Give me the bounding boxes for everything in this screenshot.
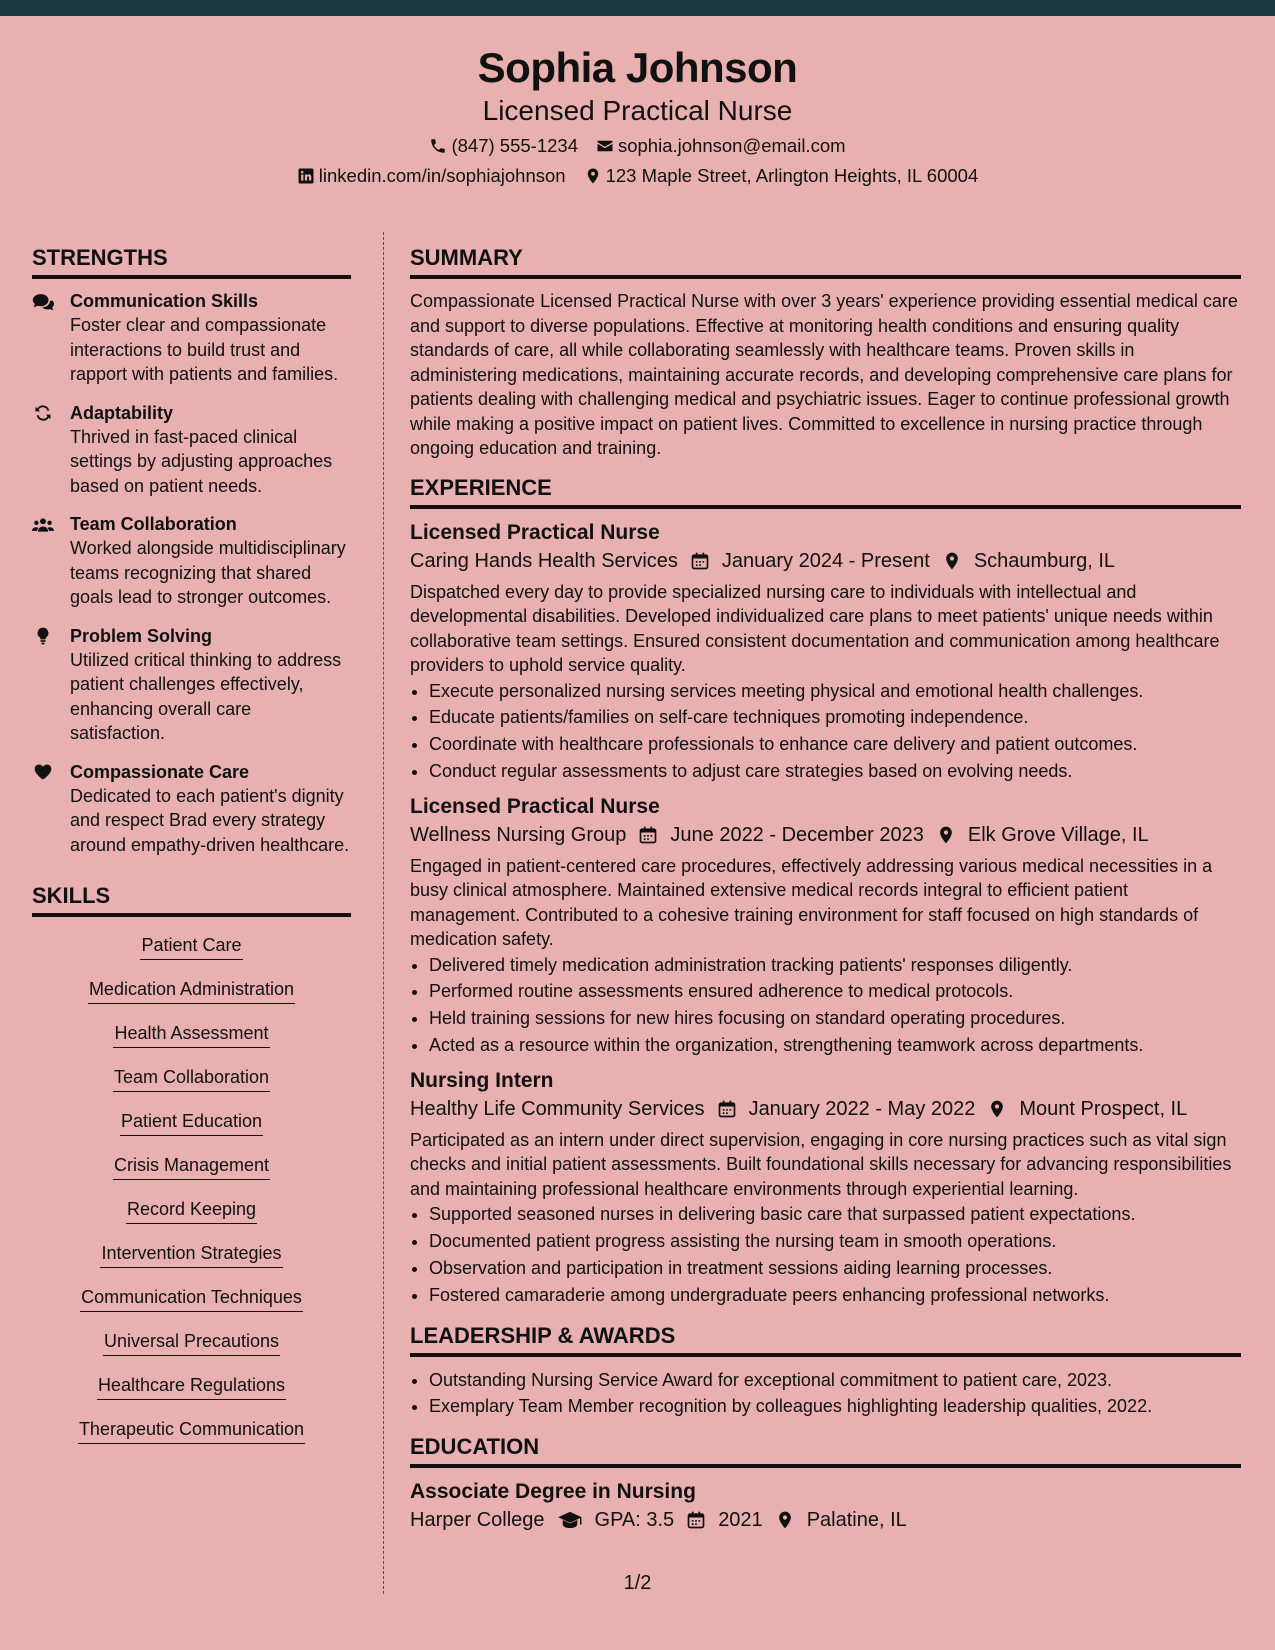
job-bullets	[410, 1201, 1241, 1308]
job-company: Wellness Nursing Group	[410, 823, 627, 846]
calendar-icon	[690, 551, 710, 571]
job-bullet: • Coordinate with healthcare professionals to enhance care delivery and patient outcomes.	[429, 731, 1241, 758]
summary-heading: SUMMARY	[410, 245, 1241, 279]
job-entry	[410, 1067, 1241, 1309]
job-meta	[410, 1094, 1241, 1124]
resume-header	[0, 16, 1275, 186]
lightbulb-icon	[32, 626, 54, 646]
job-bullet: • Acted as a resource within the organization, strengthening teamwork across departments.	[429, 1032, 1241, 1059]
job-dates: January 2022 - May 2022	[748, 1097, 976, 1120]
linkedin-text[interactable]: linkedin.com/in/sophiajohnson	[318, 165, 566, 186]
strength-description: Thrived in fast-paced clinical settings by adjusting approaches based on patient needs.	[70, 426, 333, 496]
column-divider	[383, 232, 384, 1594]
graduation-year: 2021	[718, 1509, 763, 1532]
skill-item: Health Assessment	[113, 1021, 269, 1048]
job-title: Licensed Practical Nurse	[410, 520, 660, 544]
job-bullets	[410, 678, 1241, 785]
job-location: Mount Prospect, IL	[1019, 1097, 1188, 1120]
skills-list	[32, 927, 351, 1444]
education-heading: EDUCATION	[410, 1434, 1241, 1468]
strength-description: Utilized critical thinking to address patient challenges effectively, enhancing overall care satisfaction.	[70, 649, 342, 743]
strength-name: Problem Solving	[70, 625, 213, 646]
strength-item	[32, 401, 351, 499]
experience-heading: EXPERIENCE	[410, 475, 1241, 509]
job-entry	[410, 793, 1241, 1059]
gpa-text: GPA: 3.5	[594, 1509, 675, 1532]
job-bullet: • Execute personalized nursing services meeting physical and emotional health challenges.	[429, 678, 1241, 705]
page-number: 1/2	[623, 1572, 652, 1594]
skill-item: Patient Education	[120, 1109, 263, 1136]
strength-name: Communication Skills	[70, 291, 259, 311]
map-pin-icon	[775, 1510, 795, 1530]
strength-description: Foster clear and compassionate interactions to build trust and rapport with patients and families.	[70, 315, 339, 384]
skill-item: Crisis Management	[113, 1153, 270, 1180]
job-dates: June 2022 - December 2023	[670, 823, 924, 846]
job-bullet: • Performed routine assessments ensured adherence to medical protocols.	[429, 978, 1241, 1005]
skill-item: Therapeutic Communication	[78, 1417, 305, 1444]
school-location: Palatine, IL	[806, 1509, 907, 1532]
job-location: Elk Grove Village, IL	[967, 823, 1149, 846]
skill-item: Healthcare Regulations	[97, 1373, 286, 1400]
job-bullets	[410, 952, 1241, 1059]
strength-item	[32, 624, 351, 746]
strength-name: Adaptability	[70, 402, 174, 423]
degree-title: Associate Degree in Nursing	[410, 1480, 696, 1504]
education-meta	[410, 1505, 1241, 1535]
job-description: Engaged in patient-centered care procedures, effectively addressing various medical necessities in a busy clinical atmosphere. Maintained extensive medical records integral to efficient patient management. Contributed to a cohesive training environment for staff focused on high standards of medication safety.	[410, 855, 1213, 950]
job-entry	[410, 519, 1241, 785]
candidate-name: Sophia Johnson	[477, 44, 798, 91]
graduation-cap-icon	[557, 1510, 583, 1530]
resume-body	[0, 204, 1275, 1604]
address-contact	[584, 164, 979, 188]
job-dates: January 2024 - Present	[721, 549, 930, 572]
envelope-icon	[596, 137, 614, 155]
strength-item	[32, 760, 351, 858]
job-bullet: • Held training sessions for new hires focusing on standard operating procedures.	[429, 1005, 1241, 1032]
job-meta	[410, 546, 1241, 576]
calendar-icon	[717, 1099, 737, 1119]
strength-item	[32, 289, 351, 387]
candidate-title: Licensed Practical Nurse	[482, 95, 793, 126]
skill-item: Record Keeping	[126, 1197, 257, 1224]
job-bullet: • Fostered camaraderie among undergraduate peers enhancing professional networks.	[429, 1282, 1241, 1309]
job-company: Caring Hands Health Services	[410, 549, 678, 572]
strength-description: Worked alongside multidisciplinary teams recognizing that shared goals lead to stronger outcomes.	[70, 538, 346, 607]
skill-item: Patient Care	[140, 933, 242, 960]
skill-item: Universal Precautions	[103, 1329, 280, 1356]
job-description: Dispatched every day to provide specialized nursing care to individuals with intellectual and developmental disabilities. Developed individualized care plans to meet patients' unique needs within collaborative team settings. Ensured consistent documentation and communication among healthcare providers to uphold service quality.	[410, 581, 1220, 675]
left-column	[32, 245, 351, 1461]
job-location: Schaumburg, IL	[973, 549, 1116, 572]
job-bullet: • Educate patients/families on self-care techniques promoting independence.	[429, 704, 1241, 731]
job-bullet: • Delivered timely medication administration tracking patients' responses diligently.	[429, 952, 1241, 979]
skills-heading: SKILLS	[32, 883, 351, 917]
award-item: • Exemplary Team Member recognition by colleagues highlighting leadership qualities, 2022.	[429, 1393, 1241, 1420]
leadership-heading: LEADERSHIP & AWARDS	[410, 1323, 1241, 1357]
heart-icon	[32, 762, 54, 782]
contact-row-2	[0, 164, 1275, 188]
job-title: Nursing Intern	[410, 1068, 554, 1092]
award-item: • Outstanding Nursing Service Award for exceptional commitment to patient care, 2023.	[429, 1367, 1241, 1394]
map-pin-icon	[987, 1099, 1007, 1119]
phone-icon	[429, 137, 447, 155]
top-accent-bar	[0, 0, 1275, 16]
linkedin-icon	[297, 167, 315, 185]
strength-item	[32, 512, 351, 610]
map-pin-icon	[584, 167, 602, 185]
job-meta	[410, 820, 1241, 850]
map-pin-icon	[942, 551, 962, 571]
skill-item: Intervention Strategies	[100, 1241, 282, 1268]
skill-item: Medication Administration	[88, 977, 295, 1004]
phone-contact	[429, 134, 578, 158]
strength-name: Team Collaboration	[70, 514, 237, 534]
linkedin-contact[interactable]	[297, 164, 566, 188]
skill-item: Communication Techniques	[80, 1285, 303, 1312]
strengths-heading: STRENGTHS	[32, 245, 351, 279]
job-description: Participated as an intern under direct supervision, engaging in core nursing practices such as vital sign checks and initial patient assessments. Built foundational skills necessary for advancing responsibilities and maintaining professional healthcare environments through experiential learning.	[410, 1129, 1232, 1199]
job-bullet: • Conduct regular assessments to adjust care strategies based on evolving needs.	[429, 758, 1241, 785]
calendar-icon	[686, 1510, 706, 1530]
summary-text: Compassionate Licensed Practical Nurse with over 3 years' experience providing essential medical care and support to diverse populations. Effective at monitoring health conditions and ensuring quality standards of care, all while collaborating seamlessly with healthcare teams. Proven skills in administering medications, maintaining accurate records, and developing comprehensive care plans for patients dealing with challenging medical and psychiatric issues. Eager to continue professional growth while making a positive impact on patient lives. Committed to excellence in nursing practice through ongoing education and training.	[410, 291, 1238, 458]
sync-icon	[32, 403, 54, 423]
job-company: Healthy Life Community Services	[410, 1097, 705, 1120]
email-text[interactable]: sophia.johnson@email.com	[617, 135, 846, 156]
contact-row-1	[0, 134, 1275, 158]
email-contact[interactable]	[596, 134, 846, 158]
address-text: 123 Maple Street, Arlington Heights, IL 60004	[605, 165, 979, 186]
skills-section	[32, 883, 351, 1444]
job-bullet: • Supported seasoned nurses in delivering basic care that surpassed patient expectations.	[429, 1201, 1241, 1228]
job-bullet: • Observation and participation in treatment sessions aiding learning processes.	[429, 1255, 1241, 1282]
strength-description: Dedicated to each patient's dignity and respect Brad every strategy around empathy-driven healthcare.	[70, 785, 350, 855]
leadership-list	[410, 1367, 1241, 1421]
job-bullet: • Documented patient progress assisting the nursing team in smooth operations.	[429, 1228, 1241, 1255]
skill-item: Team Collaboration	[113, 1065, 270, 1092]
school-name: Harper College	[410, 1509, 545, 1532]
phone-text: (847) 555-1234	[451, 135, 578, 156]
users-icon	[32, 515, 54, 535]
map-pin-icon	[936, 825, 956, 845]
job-title: Licensed Practical Nurse	[410, 794, 660, 818]
comments-icon	[32, 292, 54, 312]
calendar-icon	[638, 825, 658, 845]
right-column	[410, 245, 1241, 1539]
strength-name: Compassionate Care	[70, 761, 250, 782]
